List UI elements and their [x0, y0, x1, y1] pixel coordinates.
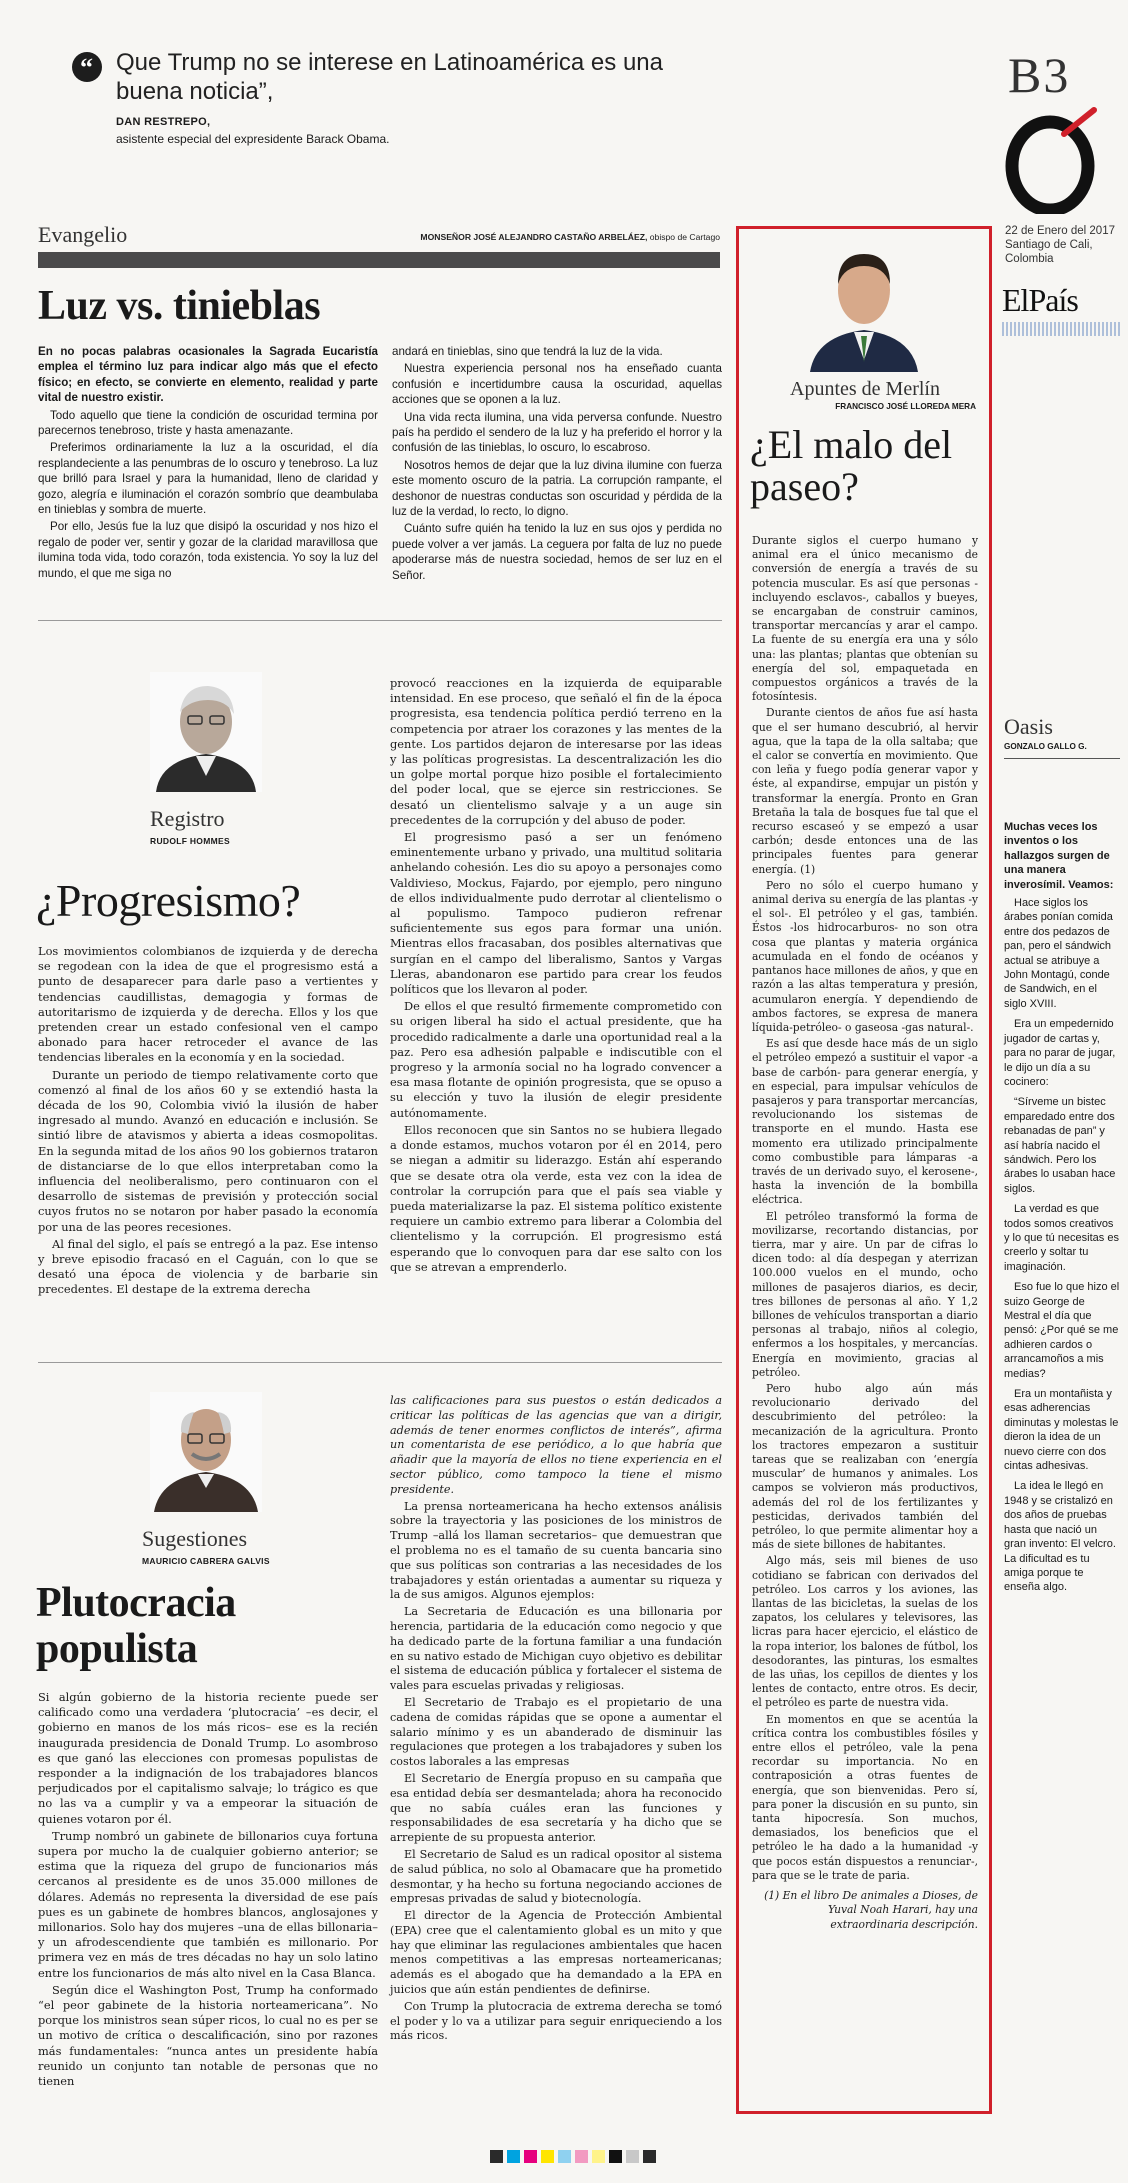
color-swatch	[592, 2150, 605, 2163]
sugestiones-col1	[38, 1690, 378, 2091]
evangelio-section: Evangelio	[38, 222, 128, 247]
registro-paragraph: Al final del siglo, el país se entregó a la paz. Ese intenso y breve episodio fracasó en el Caguán, con lo que se desató una época de violencia y de barbarie sin precedentes. El destape de la extrema derecha	[38, 1236, 378, 1297]
page-number: B3	[1008, 47, 1071, 103]
evangelio-paragraph: Una vida recta ilumina, una vida perversa confunde. Nuestro país ha perdido el sendero de la luz y ha preferido el horror y la confusión de las tinieblas, lo oscuro, lo escabroso.	[392, 410, 722, 455]
evangelio-paragraph: andará en tinieblas, sino que tendrá la luz de la vida.	[392, 345, 663, 358]
color-swatch	[507, 2150, 520, 2163]
oasis-rule	[1004, 758, 1120, 759]
evangelio-col2	[392, 344, 722, 585]
masthead-rule	[1002, 322, 1120, 336]
merlin-paragraph: Durante siglos el cuerpo humano y animal era el único mecanismo de conversión de energía a través de su potencia muscular. Es así que personas -incluyendo esclavos-, caballos y bueyes, se encargaban de construir caminos, transportar mercancías y arar el campo. La fuente de su energía era una y sólo una: las plantas; plantas que obtenían su energía del sol, empaquetada en compuestos orgánicos a través de la fotosíntesis.	[752, 534, 978, 704]
registro-section: Registro	[150, 806, 225, 831]
sugestiones-section: Sugestiones	[142, 1526, 248, 1551]
registro-paragraph: Ellos reconocen que sin Santos no se hubiera llegado a donde estamos, muchos votaron por él en 2014, pero se niegan a admitir su liderazgo. Están ahí esperando que se desate otra ola verde, esta vez con la idea de controlar la corrupción para que el país sea viable y pueda materializarse la paz. El sistema político existente requiere un cambio extremo para liberar a Colombia del clientelismo y la corrupción. El progresismo está esperando que lo convoquen para dar ese salto con los que se atrevan a emprenderlo.	[390, 1122, 722, 1274]
registro-col2	[390, 676, 722, 1277]
svg-text:“: “	[80, 53, 93, 82]
newspaper-logo: ElPaís	[1002, 282, 1078, 318]
sugestiones-paragraph: El Secretario de Energía propuso en su campaña que esa entidad debía ser desmantelada; ahora ha reconocido que no sabía cuáles eran las funciones y responsabilidades de esa secretaría y ha dicho que se arrepiente de su propuesta anterior.	[390, 1771, 722, 1845]
evangelio-paragraph: Preferimos ordinariamente la luz a la oscuridad, el día resplandeciente a las penumbras de lo oscuro y tenebroso. La luz que brilló para Israel y para la humanidad, lleno de claridad y gozo, alegría e iluminación el corazón sombrío que deambulaba en tinieblas y sombra de muerte.	[38, 441, 378, 517]
oasis-paragraph: Era un empedernido jugador de cartas y, para no parar de jugar, le dijo un día a su cocinero:	[1004, 1018, 1116, 1088]
merlin-paragraph: El petróleo transformó la forma de movilizarse, recortando distancias, por tierra, mar y aire. Un par de cifras lo dicen todo: al día despegan y aterrizan 100.000 vuelos en el mundo, ocho millones de pasajeros diarios, es decir, tres billones de personas al año. Y 1,2 billones de vehículos transportan a diario personas al trabajo, niños al colegio, enfermos a los hospitales, y mercancías. Energía en movimiento, gracias al petróleo.	[752, 1209, 978, 1379]
sugestiones-paragraph: Si algún gobierno de la historia reciente puede ser calificado como una verdadera ‘plutocracia’ –es decir, el gobierno en manos de los más ricos– ese es la recién inaugurada presidencia de Donald Trump. Lo asombroso es que ganó las elecciones con promesas populistas de responder a la indignación de los trabajadores blancos perjudicados por el capitalismo salvaje; lo trágico es que no las va a cumplir y va a empeorar la situación de quienes votaron por él.	[38, 1690, 378, 1826]
merlin-footnote: (1) En el libro De animales a Dioses, de Yuval Noah Harari, hay una extraordinaria descripción.	[764, 1889, 978, 1931]
color-swatch	[575, 2150, 588, 2163]
sugestiones-title: Plutocracia populista	[36, 1580, 236, 1672]
section-divider	[38, 1362, 722, 1363]
sugestiones-paragraph: Según dice el Washington Post, Trump ha conformado “el peor gabinete de la historia norteamericana”. No porque los ministros sean súper ricos, lo cual no es per se un motivo de crítica o descalificación, sino por razones más fundamentales: “nunca antes un presidente había reunido un conjunto tan notable de personas que no tienen	[38, 1982, 378, 2089]
registro-title: ¿Progresismo?	[36, 875, 301, 926]
evangelio-bar	[38, 252, 720, 268]
brand-o-icon	[1002, 104, 1108, 214]
sugestiones-author: MAURICIO CABRERA GALVIS	[142, 1556, 270, 1566]
author-photo-lloreda	[806, 232, 922, 372]
oasis-lead: Muchas veces los inventos o los hallazgos surgen de una manera inverosímil. Veamos:	[1004, 821, 1114, 891]
merlin-body	[752, 534, 978, 1934]
merlin-paragraph: Durante cientos de años fue así hasta que el ser humano descubrió, al hervir agua, que la tapa de la olla saltaba; que el calor se convertía en movimiento. Que con leña y fuego podía generar vapor y éste, al expandirse, empujar un pistón y transformar la energía. Pronto en Gran Bretaña la tala de bosques fue tal que el recurso escaseó y se empezó a usar carbón; desde entonces una de las principales fuentes para generar energía. (1)	[752, 706, 978, 876]
oasis-paragraph: Era un montañista y esas adherencias diminutas y molestas le dieron la idea de un nuevo cierre con dos cintas adhesivas.	[1004, 1388, 1119, 1473]
evangelio-paragraph: Todo aquello que tiene la condición de oscuridad termina por parecernos tenebroso, triste y hasta amenazante.	[38, 408, 378, 438]
sugestiones-col2	[390, 1394, 722, 2046]
oasis-section: Oasis	[1004, 714, 1053, 739]
header-quote-block	[62, 48, 702, 158]
merlin-paragraph: Pero hubo algo aún más revolucionario derivado del descubrimiento del petróleo: la mecanización de la agricultura. Pronto los tractores empezaron a sustituir tareas que se realizaban con ‘energía muscular’ de humanos y animales. Los campos se volvieron más productivos, además del rol de los fertilizantes y pesticidas, derivados también del petróleo, lo que permite alimentar hoy a más de siete billones de habitantes.	[752, 1381, 978, 1552]
merlin-paragraph: En momentos en que se acentúa la crítica contra los combustibles fósiles y entre ellos el petróleo, vale la pena recordar su importancia. No en contraposición a otras fuentes de energía, que son bienvenidas. Pero sí, para poner la discusión en su punto, sin tanta hipocresía. Son muchos, demasiados, los beneficios que el petróleo le ha dado a la humanidad -y que pocos están dispuestos a renunciar-, para que se le trate de paria.	[752, 1712, 978, 1882]
evangelio-byline	[410, 232, 720, 242]
evangelio-lead: En no pocas palabras ocasionales la Sagrada Eucaristía emplea el término luz para indicar algo más que el efecto físico; en efecto, se convierte en elemento, realidad y parte vital de nuestro existir.	[38, 345, 378, 405]
sugestiones-paragraph: Trump nombró un gabinete de billonarios cuya fortuna supera por mucho la de cualquier gobierno anterior; se estima que la riqueza del grupo de funcionarios más cercanos al presidente es de unos 35.000 millones de dólares. Además no representa la diversidad de ese país pues es un gabinete de hombres blancos, anglosajones y millonarios. Solo hay dos mujeres –una de ellas billonaria– y un afrodescendiente que también es millonario. Por primera vez en más de tres décadas no hay un solo latino entre los funcionarios de más alto nivel en la Casa Blanca.	[38, 1828, 378, 1980]
color-swatch	[558, 2150, 571, 2163]
registro-paragraph: El progresismo pasó a ser un fenómeno eminentemente urbano y privado, una multitud solitaria anhelando cohesión. Les dio su apoyo a personajes como Valdivieso, Mockus, Fajardo, por ejemplo, pero ninguno de ellos individualmente pudo derrotar al clientelismo o al populismo. Tampoco pudieron refrenar suficientemente sus egos para formar una unión. Mientras ellos fracasaban, dos posibles alternativas que surgían en el campo del liberalismo, Santos y Vargas Lleras, abandonaron ese partido para crear los feudos políticos que los llevaron al poder.	[390, 830, 722, 997]
evangelio-paragraph: Nosotros hemos de dejar que la luz divina ilumine con fuerza este momento oscuro de la patria. La corrupción rampante, el deshonor de nuestras conductas son oscuridad y pérdida de la luz de la verdad, lo recto, lo digno.	[392, 458, 722, 519]
color-swatch	[609, 2150, 622, 2163]
header-quote: Que Trump no se interese en Latinoamérica es una buena noticia”,	[116, 49, 663, 105]
oasis-paragraph: La idea le llegó en 1948 y se cristalizó en dos años de pruebas hasta que nació un gran invento: El velcro. La dificultad es tu amiga porque te enseña algo.	[1004, 1480, 1116, 1594]
quote-author-role: asistente especial del expresidente Barack Obama.	[116, 132, 390, 146]
evangelio-role: obispo de Cartago	[649, 232, 720, 242]
quote-mark-icon	[72, 52, 102, 82]
sugestiones-paragraph: El Secretario de Salud es un radical opositor al sistema de salud pública, no solo al Obamacare que ha prometido desmontar, y ha hecho su fortuna negociando acciones de empresas privadas de salud y biotecnología.	[390, 1847, 722, 1906]
color-swatch	[541, 2150, 554, 2163]
section-divider	[38, 620, 722, 621]
merlin-paragraph: Es así que desde hace más de un siglo el petróleo empezó a sustituir el vapor -a base de carbón- para generar energía, y en especial, para impulsar vehículos de pasajeros y para transportar mercancías, revolucionando los sistemas de transporte en el mundo. Hasta ese momento era utilizado principalmente como combustible para lámparas -a través de un derivado suyo, el kerosene-, hasta la invención de la bombilla eléctrica.	[752, 1037, 978, 1207]
registro-col1	[38, 944, 378, 1300]
oasis-author: GONZALO GALLO G.	[1004, 742, 1087, 751]
oasis-paragraph: La verdad es que todos somos creativos y lo que tú necesitas es creerlo y soltar tu imaginación.	[1004, 1203, 1119, 1273]
evangelio-author: MONSEÑOR JOSÉ ALEJANDRO CASTAÑO ARBELÁEZ,	[420, 232, 648, 242]
evangelio-paragraph: Cuánto sufre quién ha tenido la luz en sus ojos y perdida no puede volver a ver jamás. La ceguera por falta de luz no puede apoderarse más de nuestra sociedad, hemos de ser luz en el Señor.	[392, 522, 722, 582]
quote-author: DAN RESTREPO,	[116, 116, 211, 128]
registro-paragraph: provocó reacciones en la izquierda de equiparable intensidad. En ese proceso, que señaló el fin de la época progresista, esa tendencia política perdió terreno en la competencia por atraer los corazones y las mentes de la gente. Los partidos dejaron de interesarse por las ideas y las políticas progresistas. La descentralización les dio un golpe mortal porque hizo posible el fortalecimiento del poder local, que se ejerce sin restricciones. Se desató un clientelismo salvaje y a un auge sin precedentes de la corrupción y del abuso de poder.	[390, 676, 722, 827]
sugestiones-paragraph: El director de la Agencia de Protección Ambiental (EPA) cree que el calentamiento global es un mito y que hay que eliminar las regulaciones ambientales que hacen menos competitivas a las empresas norteamericanas; además es el abogado que ha demandado a la EPA en juicios que aún están pendientes de definirse.	[390, 1909, 722, 1997]
registro-paragraph: Durante un periodo de tiempo relativamente corto que comenzó al final de los años 60 y se extendió hasta la década de los 90, Colombia vivió la ilusión de haber ingresado al mundo. Avanzó en educación e inclusión. Se sintió libre de atavismos y abierta a ideas cosmopolitas. En la segunda mitad de los años 90 los gobiernos trataron de distanciarse de lo que ellos interpretaban como la influencia del neoliberalismo, pero continuaron con el desarrollo de sistemas de previsión y protección social cuyos frutos no se notaron por haber pasado la economía por una de las peores recesiones.	[38, 1067, 378, 1234]
evangelio-paragraph: Nuestra experiencia personal nos ha enseñado cuanta confusión e incertidumbre causa la oscuridad, aquellas acciones que se oponen a la luz.	[392, 362, 722, 407]
sugestiones-paragraph: las calificaciones para sus puestos o están dedicados a criticar las políticas de las agencias que van a dirigir, además de tener enormes conflictos de interés”, afirma un comentarista de ese periódico, a lo que habría que añadir que la mayoría de ellos no tiene experiencia en el sector público, como tampoco la tiene el mismo presidente.	[390, 1394, 722, 1496]
sugestiones-paragraph: Con Trump la plutocracia de extrema derecha se tomó el poder y lo va a utilizar para seguir enriqueciendo a los más ricos.	[390, 1999, 722, 2043]
registro-paragraph: Los movimientos colombianos de izquierda y de derecha se regodean con la idea de que el progresismo está a punto de desaparecer para darle paso a vertientes y tendencias caudillistas, demagogia y formas de autoritarismo de izquierda y de derecha. Ellos y los que pretenden crear un estado confesional ven el campo abonado para hacer retroceder el avance de las tendencias liberales en la economía y en la sociedad.	[38, 944, 378, 1065]
color-swatch	[524, 2150, 537, 2163]
sugestiones-paragraph: La Secretaria de Educación es una billonaria por herencia, partidaria de la educación como negocio y que ha dedicado parte de la fortuna familiar a una fundación en su nativo estado de Michigan cuyo objetivo es debilitar el sistema de educación pública y fortalecer el sistema de vales para escuelas privadas y religiosas.	[390, 1605, 722, 1693]
evangelio-paragraph: Por ello, Jesús fue la luz que disipó la oscuridad y nos hizo el regalo de poder ver, sentir y gozar de la claridad maravillosa que ilumina toda vida, todo corazón, toda existencia. Yo soy la luz del mundo, el que me siga no	[38, 520, 378, 580]
sugestiones-paragraph: La prensa norteamericana ha hecho extensos análisis sobre la trayectoria y las posiciones de los ministros de Trump –allá los llaman secretarios– que demuestran que el problema no es el tamaño de su cuenta bancaria sino que sus políticas son contrarias a las necesidades de los trabajadores y están orientadas a aumentar su riqueza y la de sus amigos. Algunos ejemplos:	[390, 1499, 722, 1602]
oasis-body	[1004, 820, 1120, 1601]
registro-paragraph: De ellos el que resultó firmemente comprometido con su origen liberal ha sido el actual presidente, que ha procedido radicalmente a darle una oportunidad real a la paz. Pero esa adhesión palpable e indiscutible con el progreso y la armonía social no ha logrado convencer a esa masa flotante de opinión progresista, que se opuso a su elección y tuvo la ilusión de elegir presidente autónomamente.	[390, 999, 722, 1120]
brand-logo	[1002, 104, 1108, 214]
color-swatch	[626, 2150, 639, 2163]
merlin-author: FRANCISCO JOSÉ LLOREDA MERA	[835, 402, 976, 411]
merlin-section: Apuntes de Merlín	[790, 378, 940, 400]
evangelio-col1	[38, 344, 378, 583]
merlin-paragraph: Pero no sólo el cuerpo humano y animal deriva su energía de las plantas -y el sol-. El petróleo y el gas, también. Éstos -los hidrocarburos- no son otra cosa que plantas y materia orgánica acumulada en el fondo de océanos y pantanos hace millones de años, y que en razón a las altas temperatura y presión, acumularon energía. Y dependiendo de ambos factores, se expresa de manera líquida-petróleo- o gaseosa -gas natural-.	[752, 878, 978, 1034]
oasis-paragraph: “Sírveme un bistec emparedado entre dos rebanadas de pan” y así habría nacido el sándwich. Pero los árabes lo usaban hace siglos.	[1004, 1096, 1116, 1195]
evangelio-title: Luz vs. tinieblas	[38, 283, 321, 329]
merlin-paragraph: Algo más, seis mil bienes de uso cotidiano se fabrican con derivados del petróleo. Los carros y los aviones, las llantas de las bicicletas, la suelas de los zapatos, los celulares y televisores, las licras para hacer ejercicio, el elástico de la ropa interior, los balones de fútbol, los desodorantes, las pinturas, los esmaltes de las uñas, los cepillos de dientes y los lentes de contacto, entre otros. Es decir, el petróleo es parte de nuestra vida.	[752, 1554, 978, 1710]
merlin-title: ¿El malo del paseo?	[750, 422, 953, 509]
oasis-paragraph: Hace siglos los árabes ponían comida entre dos pedazos de pan, pero el sándwich actual se atribuye a John Montagú, conde de Sandwich, en el siglo XVIII.	[1004, 897, 1113, 1010]
author-photo-hommes	[150, 672, 262, 792]
registro-author: RUDOLF HOMMES	[150, 836, 230, 846]
date-place: 22 de Enero del 2017 Santiago de Cali, Colombia	[1005, 225, 1115, 265]
color-swatch	[643, 2150, 656, 2163]
sugestiones-paragraph: El Secretario de Trabajo es el propietario de una cadena de comidas rápidas que se opone a aumentar el salario mínimo y es un abanderado de disminuir las regulaciones que protegen a los trabajadores y suben los costos laborales a las empresas	[390, 1695, 722, 1769]
oasis-paragraph: Eso fue lo que hizo el suizo George de Mestral el día que pensó: ¿Por qué se me adhieren cardos o arrancamoños a mis medias?	[1004, 1281, 1120, 1380]
print-color-marks	[490, 2150, 660, 2164]
color-swatch	[490, 2150, 503, 2163]
author-photo-cabrera	[150, 1392, 262, 1512]
